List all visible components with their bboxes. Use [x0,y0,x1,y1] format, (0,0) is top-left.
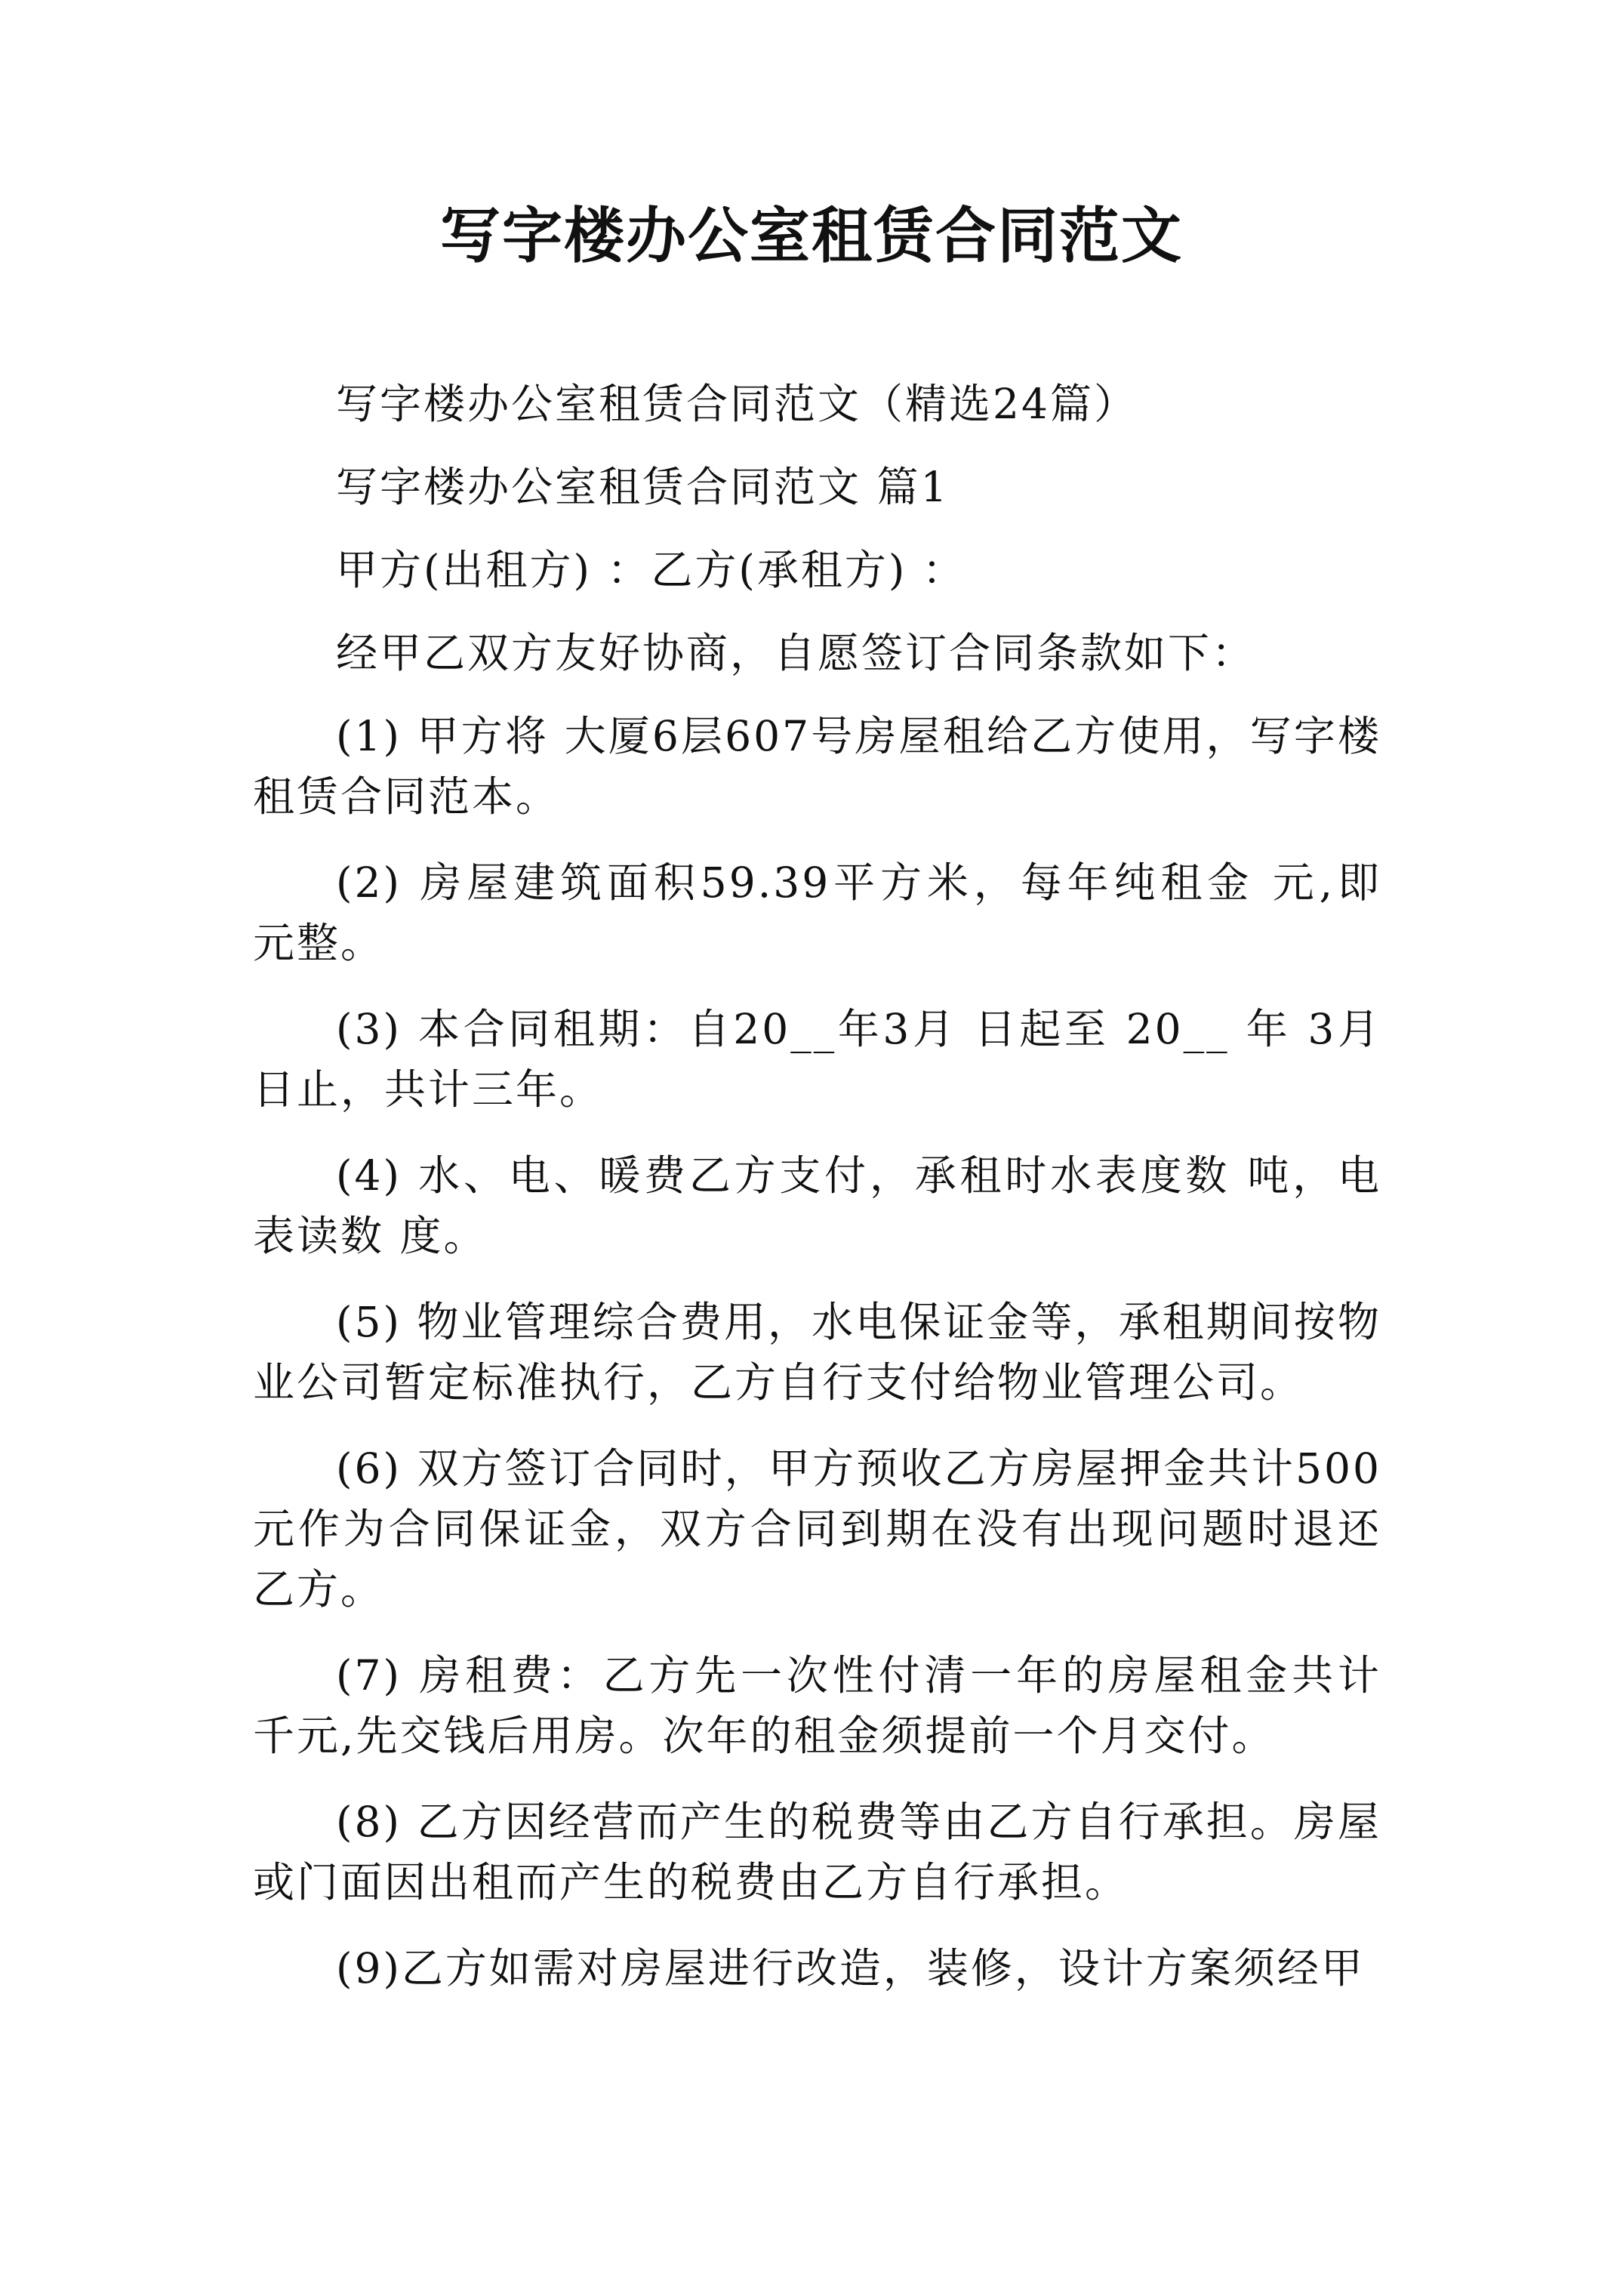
document-title: 写字楼办公室租赁合同范文 [440,200,1183,271]
clause-7: (7) 房租费：乙方先一次性付清一年的房屋租金共计 千元,先交钱后用房。次年的租金须提前一个月交付。 [253,1651,1381,1760]
clause-5: (5) 物业管理综合费用，水电保证金等，承租期间按物业公司暂定标准执行，乙方自行支付给物业管理公司。 [253,1298,1381,1407]
section-heading: 写字楼办公室租赁合同范文 篇1 [336,463,950,511]
subtitle-line: 写字楼办公室租赁合同范文（精选24篇） [336,380,1138,428]
clause-8: (8) 乙方因经营而产生的税费等由乙方自行承担。房屋或门面因出租而产生的税费由乙方自行承担。 [253,1798,1381,1906]
clause-6: (6) 双方签订合同时，甲方预收乙方房屋押金共计500元作为合同保证金，双方合同到期在没有出现问题时退还乙方。 [253,1444,1381,1613]
intro-line: 经甲乙双方友好协商，自愿签订合同条款如下： [336,629,1256,677]
document-body [253,374,1381,2024]
clause-2: (2) 房屋建筑面积59.39平方米，每年纯租金 元,即 元整。 [253,858,1381,967]
clause-9: (9)乙方如需对房屋进行改造，装修，设计方案须经甲 [336,1944,1365,1992]
clause-4: (4) 水、电、暖费乙方支付，承租时水表度数 吨，电表读数 度。 [253,1151,1381,1260]
clause-1: (1) 甲方将 大厦6层607号房屋租给乙方使用，写字楼租赁合同范本。 [253,712,1381,821]
parties-line: 甲方(出租方) ：乙方(承租方) ： [336,546,966,594]
clause-3: (3) 本合同租期：自20__年3月 日起至 20__ 年 3月 日止，共计三年。 [253,1005,1381,1114]
